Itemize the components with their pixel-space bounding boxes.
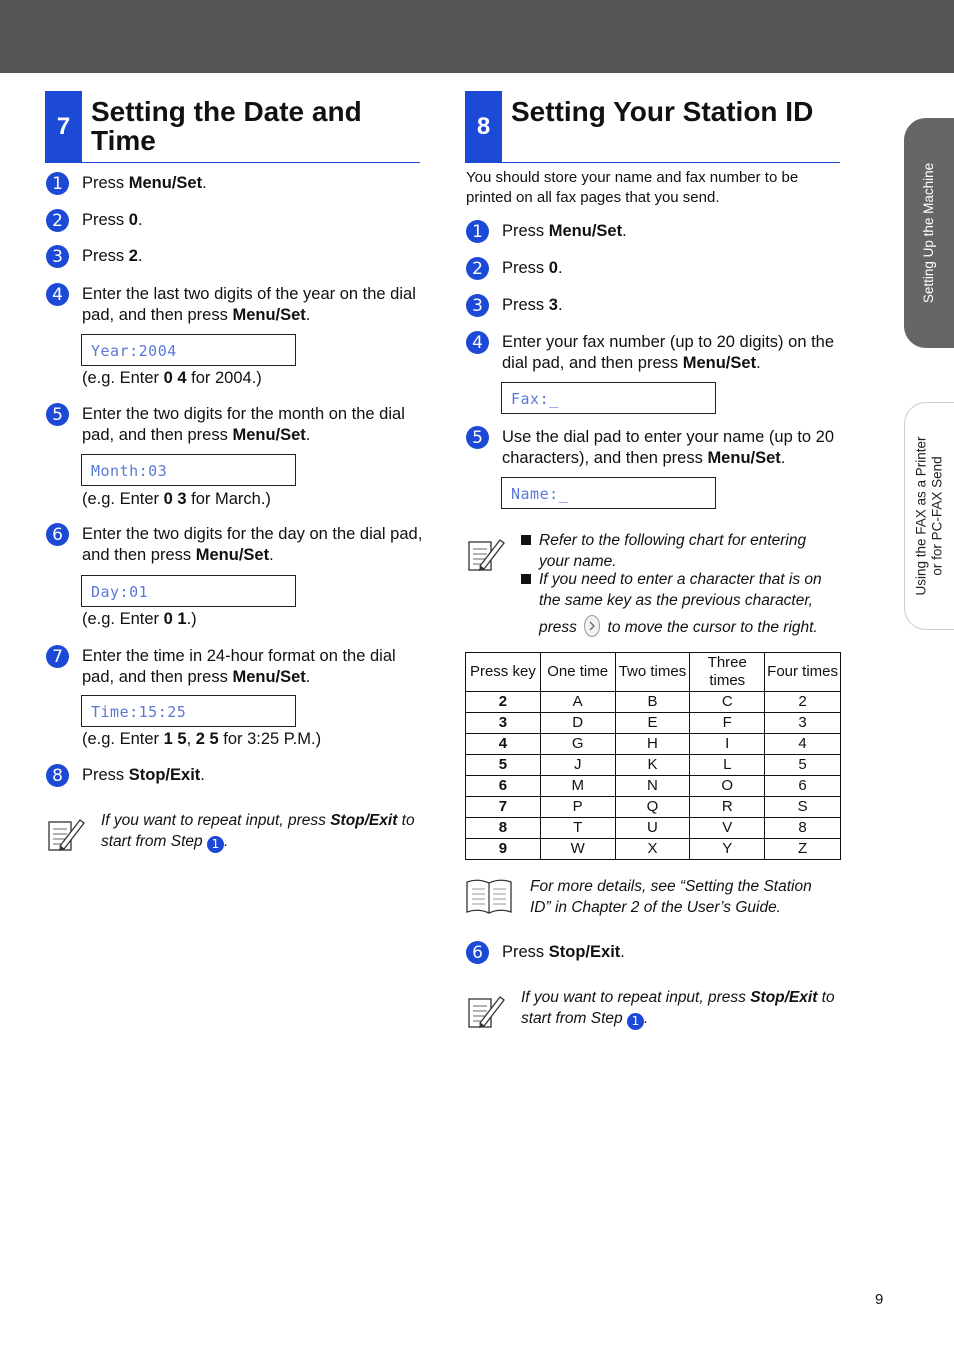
table-cell: 5 bbox=[765, 755, 841, 776]
table-cell: F bbox=[690, 713, 765, 734]
table-row bbox=[466, 734, 841, 755]
step-reference: 1 bbox=[627, 1013, 644, 1030]
section-underline bbox=[502, 162, 840, 163]
lcd-display-time: Time:15:25 bbox=[81, 695, 296, 727]
step-number: 5 bbox=[466, 426, 489, 449]
step-number: 4 bbox=[46, 283, 69, 306]
side-tab-setting-up[interactable]: Setting Up the Machine bbox=[904, 118, 954, 348]
column-header: One time bbox=[540, 653, 615, 692]
table-cell: U bbox=[615, 818, 690, 839]
tip-2-continued: press to move the cursor to the right. bbox=[539, 614, 839, 638]
table-cell: Z bbox=[765, 839, 841, 860]
note-pencil-icon bbox=[46, 814, 86, 854]
table-cell: 6 bbox=[466, 776, 541, 797]
section-7-header bbox=[45, 91, 420, 163]
note-text: If you want to repeat input, press Stop/Exit to start from Step 1 . bbox=[521, 989, 835, 1028]
example-text: (e.g. Enter 0 1.) bbox=[82, 610, 197, 628]
table-row bbox=[466, 692, 841, 713]
step-number: 6 bbox=[466, 941, 489, 964]
example-text: (e.g. Enter 1 5, 2 5 for 3:25 P.M.) bbox=[82, 730, 322, 748]
table-cell: 6 bbox=[765, 776, 841, 797]
column-header: Three times bbox=[690, 653, 765, 692]
lcd-display-fax: Fax:_ bbox=[501, 382, 716, 414]
step-number: 4 bbox=[466, 331, 489, 354]
square-bullet-icon bbox=[521, 574, 531, 584]
step-number: 5 bbox=[46, 403, 69, 426]
section-underline bbox=[82, 162, 420, 163]
table-cell: B bbox=[615, 692, 690, 713]
note-pencil-icon bbox=[466, 991, 506, 1031]
table-cell: A bbox=[540, 692, 615, 713]
lcd-display-year: Year:2004 bbox=[81, 334, 296, 366]
step-reference: 1 bbox=[207, 836, 224, 853]
table-cell: R bbox=[690, 797, 765, 818]
table-row bbox=[466, 839, 841, 860]
table-cell: 4 bbox=[466, 734, 541, 755]
table-row bbox=[466, 797, 841, 818]
step-number: 8 bbox=[46, 764, 69, 787]
example-text: (e.g. Enter 0 4 for 2004.) bbox=[82, 369, 262, 387]
character-entry-table bbox=[465, 652, 841, 860]
lcd-display-month: Month:03 bbox=[81, 454, 296, 486]
column-header: Two times bbox=[615, 653, 690, 692]
table-cell: 3 bbox=[466, 713, 541, 734]
table-cell: 8 bbox=[466, 818, 541, 839]
table-cell: 5 bbox=[466, 755, 541, 776]
lcd-display-day: Day:01 bbox=[81, 575, 296, 607]
column-header: Press key bbox=[466, 653, 541, 692]
section-title: Setting Your Station ID bbox=[511, 96, 814, 127]
table-cell: T bbox=[540, 818, 615, 839]
section-number: 8 bbox=[465, 91, 502, 163]
table-cell: 4 bbox=[765, 734, 841, 755]
section-8-header bbox=[465, 91, 840, 163]
table-cell: M bbox=[540, 776, 615, 797]
step-number: 2 bbox=[46, 209, 69, 232]
table-cell: C bbox=[690, 692, 765, 713]
step-number: 1 bbox=[466, 220, 489, 243]
table-cell: 3 bbox=[765, 713, 841, 734]
table-cell: Q bbox=[615, 797, 690, 818]
tip-1: Refer to the following chart for entering your name. bbox=[521, 530, 836, 572]
table-cell: W bbox=[540, 839, 615, 860]
table-cell: N bbox=[615, 776, 690, 797]
table-cell: E bbox=[615, 713, 690, 734]
example-text: (e.g. Enter 0 3 for March.) bbox=[82, 490, 271, 508]
table-cell: V bbox=[690, 818, 765, 839]
details-reference: For more details, see “Setting the Station ID” in Chapter 2 of the User’s Guide. bbox=[530, 878, 812, 916]
tip-2: If you need to enter a character that is on the same key as the previous character, bbox=[521, 569, 836, 611]
table-cell: P bbox=[540, 797, 615, 818]
table-cell: J bbox=[540, 755, 615, 776]
table-cell: O bbox=[690, 776, 765, 797]
section-title: Setting the Date and Time bbox=[91, 96, 362, 156]
top-banner bbox=[0, 0, 954, 73]
table-row bbox=[466, 755, 841, 776]
table-cell: I bbox=[690, 734, 765, 755]
table-cell: 8 bbox=[765, 818, 841, 839]
right-arrow-key-icon bbox=[583, 614, 601, 638]
table-cell: H bbox=[615, 734, 690, 755]
table-cell: L bbox=[690, 755, 765, 776]
table-cell: 2 bbox=[466, 692, 541, 713]
table-header-row bbox=[466, 653, 841, 692]
table-cell: K bbox=[615, 755, 690, 776]
table-cell: G bbox=[540, 734, 615, 755]
step-number: 1 bbox=[46, 172, 69, 195]
side-tab-printer-pcfax[interactable]: Using the FAX as a Printer or for PC-FAX Send bbox=[904, 402, 954, 630]
section-number: 7 bbox=[45, 91, 82, 163]
table-row bbox=[466, 818, 841, 839]
table-row bbox=[466, 713, 841, 734]
step-number: 6 bbox=[46, 523, 69, 546]
column-header: Four times bbox=[765, 653, 841, 692]
table-cell: X bbox=[615, 839, 690, 860]
page-number: 9 bbox=[875, 1291, 884, 1308]
step-number: 3 bbox=[466, 294, 489, 317]
note-pencil-icon bbox=[466, 534, 506, 574]
book-icon bbox=[464, 876, 514, 916]
step-number: 3 bbox=[46, 245, 69, 268]
note-text: If you want to repeat input, press Stop/Exit to start from Step 1 . bbox=[101, 812, 415, 851]
section-intro: You should store your name and fax number to be printed on all fax pages that you send. bbox=[466, 169, 799, 206]
step-number: 2 bbox=[466, 257, 489, 280]
table-cell: 9 bbox=[466, 839, 541, 860]
table-cell: 2 bbox=[765, 692, 841, 713]
table-row bbox=[466, 776, 841, 797]
lcd-display-name: Name:_ bbox=[501, 477, 716, 509]
table-cell: S bbox=[765, 797, 841, 818]
step-number: 7 bbox=[46, 645, 69, 668]
table-cell: 7 bbox=[466, 797, 541, 818]
table-cell: D bbox=[540, 713, 615, 734]
square-bullet-icon bbox=[521, 535, 531, 545]
table-cell: Y bbox=[690, 839, 765, 860]
